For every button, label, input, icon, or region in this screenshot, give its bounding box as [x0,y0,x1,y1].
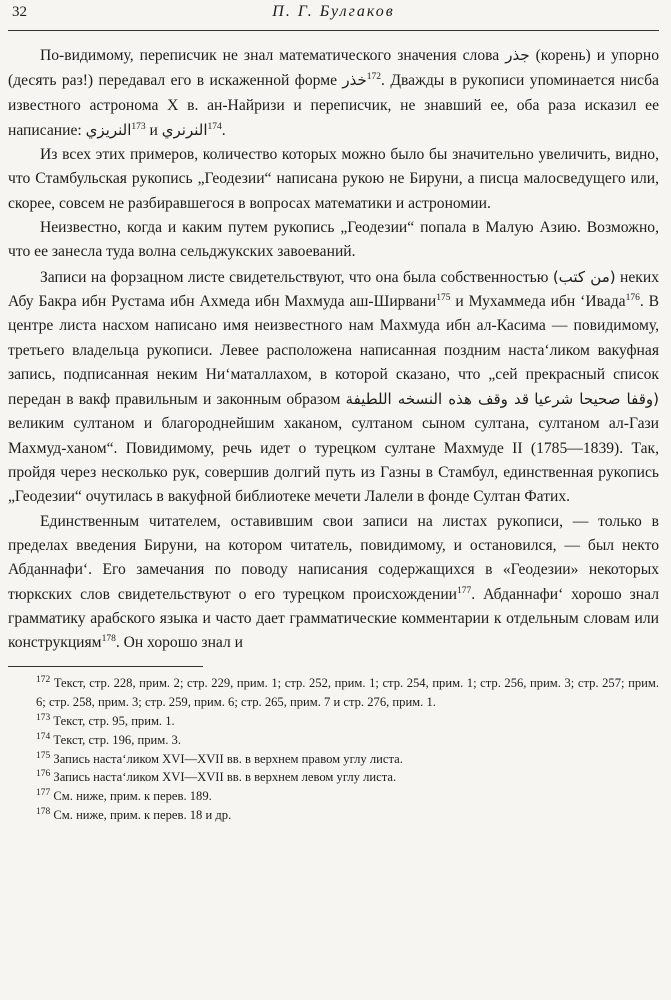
footnote-number: 174 [36,731,51,742]
footnote-172 [8,674,659,712]
footnote-text: Запись наста‘ликом XVI—XVII вв. в верхнем левом углу листа. [53,770,397,785]
footnote-ref-177: 177 [457,585,472,596]
footnote-ref-175: 175 [436,292,451,303]
arabic-phrase-waqf-1: قد وقف هذه النسخه اللطيفة [345,390,530,409]
footnote-176 [8,768,659,787]
footnote-text: Текст, стр. 95, прим. 1. [53,714,175,729]
paragraph-2: Из всех этих примеров, количество которых можно было бы значительно увеличить, видно, что Стамбульская рукопись „Геодезии“ написана рукою не Бируни, а писца малосведущего или, скорее, совсем не разбиравшегося в вопросах математики и астрономии. [8,146,659,212]
footnote-178 [8,806,659,825]
arabic-word-nayrizi-alt: النرنري [161,120,208,139]
main-text [8,43,659,655]
paragraph-3: Неизвестно, когда и каким путем рукопись „Геодезии“ попала в Малую Азию. Возможно, что ее занесла туда волна сельджукских завоеваний. [8,219,659,261]
paragraph-4 [8,265,659,510]
text-run: неких Абу Бакра ибн Рустама ибн Ахмеда ибн Махмуда аш-Ширвани [8,268,659,310]
footnote-text: Запись наста‘ликом XVI—XVII вв. в верхнем правом углу листа. [53,751,403,766]
text-run: . [221,121,226,139]
footnote-174 [8,731,659,750]
text-run: . Абданнафи‘ хорошо знал грамматику арабского языка и часто дает грамматические комментарии к отдельным словам или конструкциям [8,585,659,652]
footnote-number: 173 [36,712,51,723]
text-run: Единственным читателем, оставившим свои записи на листах рукописи, — только в пределах введения Бируни, на котором читатель, повидимому, и остановился, — был некто Абданнафи‘. Его замечания по поводу написания содержащихся в «Геодезии» некоторых тюркских слов свидетельствуют о его турецком происхождении [8,512,659,603]
arabic-word-khidr: خذر [342,71,367,90]
text-run: (корень) и упорно (десять раз!) передавал его в искаженной форме [8,47,659,90]
text-run: . Дважды в рукописи упоминается нисба известного астронома X в. ан-Найризи и переписчик, не знавший ее, оба раза исказил ее написание: [8,72,659,139]
footnote-ref-173: 173 [131,121,146,132]
footnote-text: Текст, стр. 228, прим. 2; стр. 229, прим. 1; стр. 252, прим. 1; стр. 254, прим. 1; стр. 256, прим. 3; стр. 257; прим. 6; стр. 258, прим. 3; стр. 259, прим. 6; стр. 265, прим. 7 и стр. 276, прим. 1. [36,676,659,710]
arabic-word-nayrizi: النريزي [85,120,132,139]
footnote-ref-176: 176 [625,292,640,303]
footnote-number: 175 [36,750,51,761]
footnote-text: См. ниже, прим. к перев. 189. [53,789,212,804]
footnote-ref-174: 174 [207,121,222,132]
text-run: Записи на форзацном листе свидетельствуют, что она была собственностью [40,268,553,286]
footnote-ref-178: 178 [101,633,116,644]
text-run: По-видимому, переписчик не знал математического значения слова [40,47,506,64]
text-run: . Он хорошо знал и [115,634,243,652]
footnotes [8,674,659,824]
arabic-phrase-waqf-2: (وقفا صحيحا شرعيا [534,390,659,409]
footnote-number: 172 [36,675,51,686]
footnote-ref-172: 172 [366,72,382,83]
footnote-divider [8,666,203,667]
text-run: и Мухаммеда ибн ‘Ивада [450,292,626,310]
footnote-text: Текст, стр. 196, прим. 3. [53,732,181,747]
page-number: 32 [12,4,27,20]
running-head: П. Г. Булгаков [272,3,395,20]
text-run: . В центре листа насхом написано имя неизвестного нам Махмуда ибн ал-Касима — повидимому, третьего владельца рукописи. Левее расположена написанная поздним наста‘ликом вакуфная запись, подписанная неким Ни‘маталлахом, в которой сказано, что „сей прекрасный список передан в вакф правильным и законным образом [8,292,660,409]
footnote-177 [8,787,659,806]
paragraph-5 [8,510,659,656]
footnote-number: 177 [36,788,51,799]
text-run: и [145,121,162,139]
text-run: великим султаном и благороднейшим хаканом, султаном сыном султана, султаном ал-Гази Махмуд-ханом“. Повидимому, речь идет о турецком султане Махмуде II (1785—1839). Так, пройдя через несколько рук, совершив долгий путь из Газны в Стамбул, единственная рукопись „Геодезии“ очутилась в вакуфной библиотеке мечети Лалели в фонде Султан Фатих. [8,415,659,506]
paragraph-1 [8,43,659,143]
footnote-number: 176 [36,769,51,780]
footnote-175 [8,750,659,769]
page-header [8,0,659,31]
footnote-text: См. ниже, прим. к перев. 18 и др. [53,808,232,822]
footnote-173 [8,712,659,731]
arabic-phrase-min-kutub: (من كتب) [552,267,616,286]
footnote-number: 178 [36,806,51,817]
arabic-word-jidr: جذر [505,46,530,64]
